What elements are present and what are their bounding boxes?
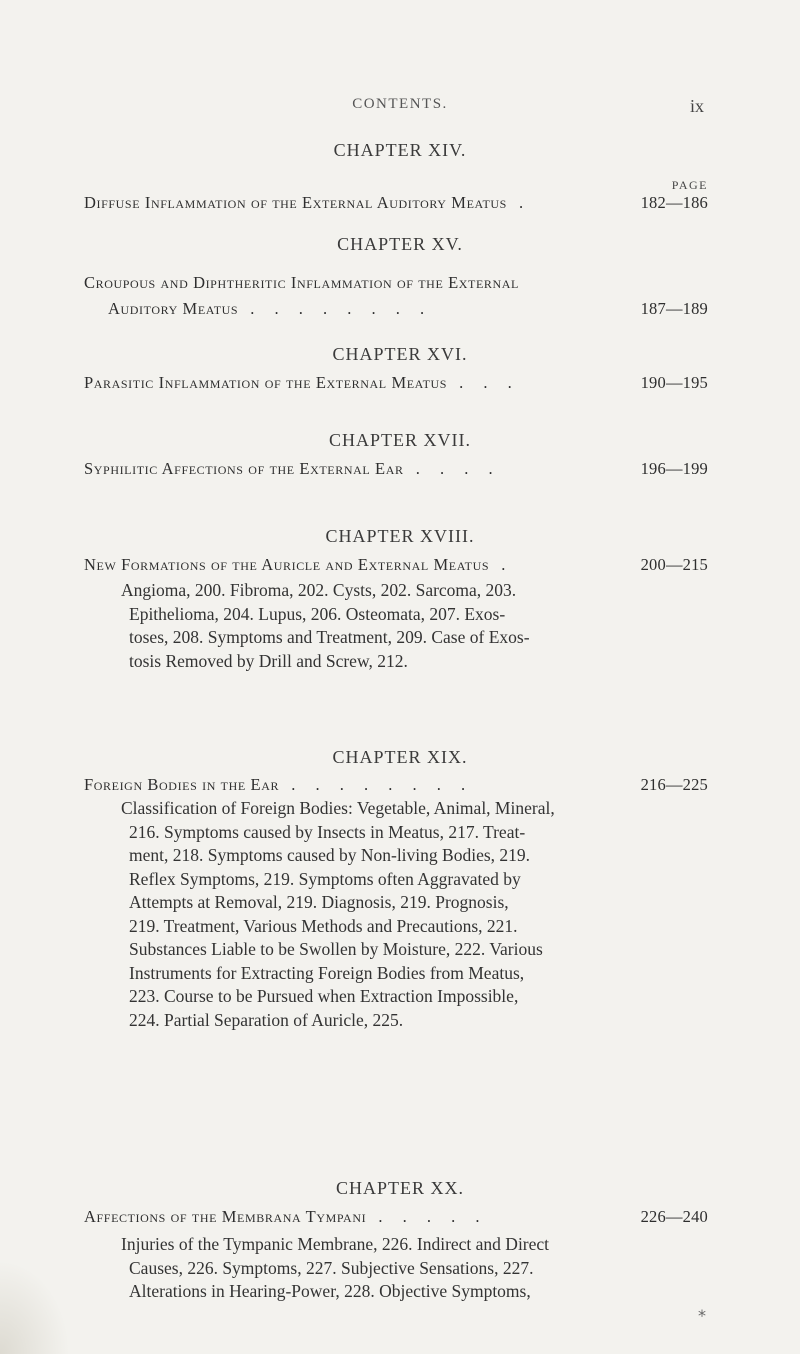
dot-leader: . . .: [447, 373, 520, 392]
chapter-heading: CHAPTER XX.: [335, 1178, 464, 1198]
toc-entry[interactable]: [84, 370, 708, 396]
summary-line: toses, 208. Symptoms and Treatment, 209. Case of Exos-: [129, 627, 530, 647]
page-column-label: PAGE: [671, 178, 708, 192]
signature-mark: *: [698, 1306, 706, 1325]
summary-line: Alterations in Hearing-Power, 228. Objective Symptoms,: [129, 1281, 531, 1301]
chapter-xx: [0, 1178, 800, 1199]
summary-line: Injuries of the Tympanic Membrane, 226. Indirect and Direct: [121, 1234, 550, 1254]
dot-leader: .: [506, 193, 532, 212]
chapter-heading: CHAPTER XV.: [337, 234, 463, 254]
chapter-xv: [0, 234, 800, 255]
summary-line: Reflex Symptoms, 219. Symptoms often Aggravated by: [129, 868, 521, 889]
dot-leader: . . . . .: [366, 1207, 488, 1226]
toc-entry[interactable]: [84, 1204, 708, 1230]
dot-leader: . . . .: [403, 459, 501, 478]
dot-leader: . . . . . . . .: [279, 775, 474, 794]
page-number: ix: [689, 96, 704, 116]
summary-line: Causes, 226. Symptoms, 227. Subjective Sensations, 227.: [129, 1257, 534, 1278]
summary-line: Substances Liable to be Swollen by Moisture, 222. Various: [129, 939, 543, 959]
running-head-title: CONTENTS.: [352, 96, 448, 112]
toc-entry[interactable]: [84, 552, 708, 578]
summary-line: 224. Partial Separation of Auricle, 225.: [129, 1009, 404, 1030]
toc-entry[interactable]: [84, 270, 708, 322]
entry-pages: 226—240: [640, 1207, 708, 1226]
summary-line: 219. Treatment, Various Methods and Precautions, 221.: [129, 915, 518, 936]
chapter-heading: CHAPTER XIV.: [333, 140, 467, 160]
running-head: [0, 96, 800, 120]
chapter-summary: [121, 1233, 708, 1304]
summary-line: 216. Symptoms caused by Insects in Meatus, 217. Treat-: [129, 821, 526, 842]
chapter-heading: CHAPTER XVIII.: [325, 526, 475, 546]
chapter-xviii: [0, 526, 800, 547]
chapter-summary: [121, 579, 708, 673]
summary-line: Classification of Foreign Bodies: Vegetable, Animal, Mineral,: [121, 798, 555, 818]
chapter-xvi: [0, 344, 800, 365]
chapter-xiv: [0, 140, 800, 161]
summary-line: Instruments for Extracting Foreign Bodies from Meatus,: [129, 962, 525, 983]
entry-title: Foreign Bodies in the Ear: [84, 775, 280, 794]
entry-title: New Formations of the Auricle and External Meatus: [84, 555, 490, 574]
chapter-xvii: [0, 430, 800, 451]
toc-entry[interactable]: [84, 456, 708, 482]
toc-entry[interactable]: [84, 772, 708, 798]
paper-stain: [0, 1260, 70, 1354]
entry-pages: 200—215: [640, 555, 708, 574]
summary-line: tosis Removed by Drill and Screw, 212.: [129, 650, 408, 671]
summary-line: Angioma, 200. Fibroma, 202. Cysts, 202. Sarcoma, 203.: [121, 580, 517, 600]
entry-title-cont: Auditory Meatus: [108, 299, 239, 318]
entry-title: Affections of the Membrana Tympani: [84, 1207, 367, 1226]
chapter-heading: CHAPTER XVII.: [329, 430, 471, 450]
summary-line: 223. Course to be Pursued when Extraction Impossible,: [129, 986, 519, 1006]
chapter-heading: CHAPTER XVI.: [332, 344, 468, 364]
dot-leader: .: [489, 555, 514, 574]
entry-title: Parasitic Inflammation of the External Meatus: [84, 373, 448, 392]
entry-pages: 182—186: [640, 193, 708, 212]
chapter-heading: CHAPTER XIX.: [332, 747, 468, 767]
entry-title: Diffuse Inflammation of the External Auditory Meatus: [84, 193, 507, 212]
chapter-xix: [0, 747, 800, 768]
summary-line: ment, 218. Symptoms caused by Non-living Bodies, 219.: [129, 845, 531, 865]
entry-pages: 216—225: [640, 775, 708, 794]
summary-line: Attempts at Removal, 219. Diagnosis, 219. Prognosis,: [129, 892, 509, 912]
entry-pages: 190—195: [640, 373, 708, 392]
summary-line: Epithelioma, 204. Lupus, 206. Osteomata, 207. Exos-: [129, 603, 506, 624]
entry-pages: 187—189: [640, 299, 708, 318]
chapter-summary: [121, 797, 708, 1032]
toc-entry[interactable]: [84, 190, 708, 216]
entry-title: Croupous and Diphtheritic Inflammation of the External: [84, 273, 519, 292]
entry-title: Syphilitic Affections of the External Ear: [84, 459, 404, 478]
entry-pages: 196—199: [640, 459, 708, 478]
dot-leader: . . . . . . . .: [238, 299, 433, 318]
